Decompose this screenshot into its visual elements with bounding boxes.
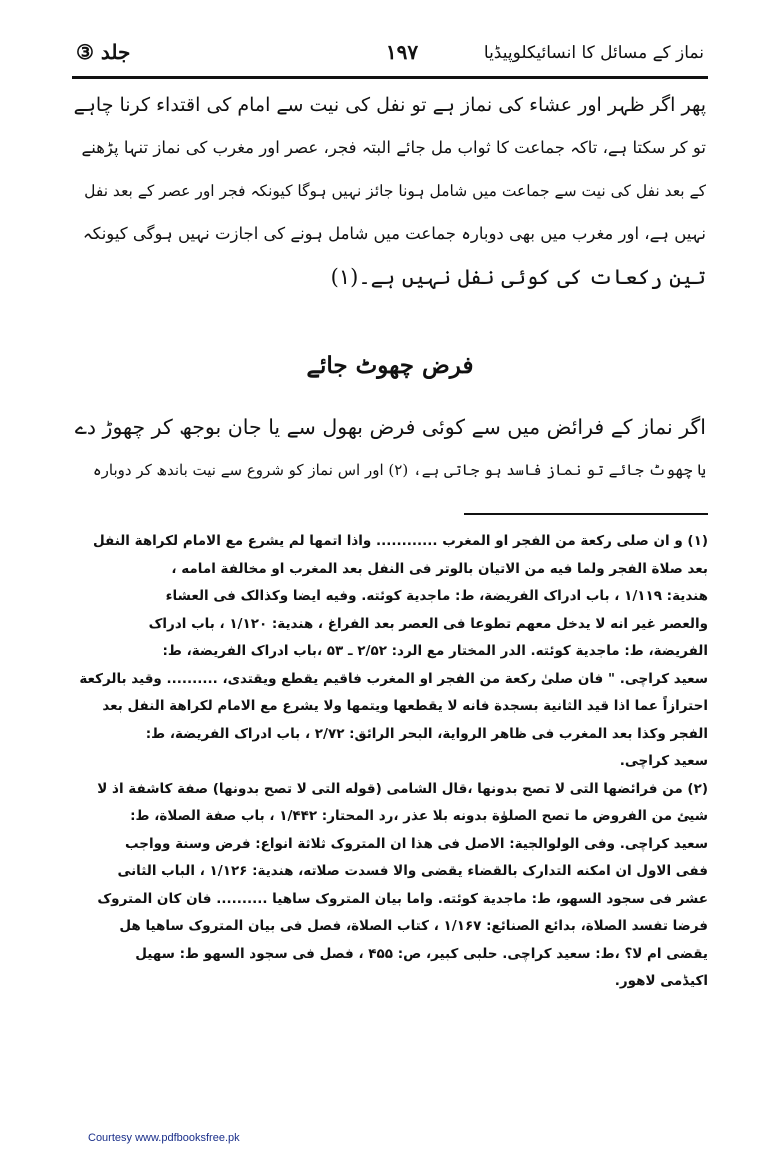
footnote-line: بعد صلاة الفجر ولما فیه من الاتیان بالوتر فی النفل بعد المغرب او مخالفة امامه ، <box>171 560 708 577</box>
footnote-line: سعید کراچی. <box>619 753 708 769</box>
footnote-line: عشر فی سجود السهو، ط: ماجدیة کوئته. واما بیان المتروک ساهیا .......... فان کان المتروک <box>97 890 708 907</box>
footnotes <box>72 528 708 996</box>
page-number: ۱۹۷ <box>385 40 419 64</box>
body-line: یا چھوٹ جائے تو نماز فاسد ہو جاتی ہے، (۲) اور اس نماز کو شروع سے نیت باندھ کر دوبارہ <box>92 461 706 479</box>
body-line: اگر نماز کے فرائض میں سے کوئی فرض بھول سے یا جان بوجھ کر چھوڑ دے <box>74 415 706 439</box>
footnote-line: سعید کراچی. " فان صلیٰ رکعة من الفجر او المغرب فاقیم یقطع ویقتدی، .......... وقید بالرکعة <box>79 670 708 687</box>
footnote-line: والعصر غیر انه لا یدخل معهم تطوعا فی العصر بعد الفراغ ، هندیة: ۱/۱۲۰ ، باب ادراک <box>148 615 708 632</box>
footnote-line: یقضی ام لا؟ ،ط: سعید کراچی. حلبی کبیر، ص: ۴۵۵ ، فصل فی سجود السهو ط: سهیل <box>135 945 708 962</box>
footnote-line: فرضا تفسد الصلاة، بدائع الصنائع: ۱/۱۶۷ ، کتاب الصلاة، فصل فی بیان المتروک ساهیا هل <box>119 918 708 934</box>
footnote-line: الفجر وکذا بعد المغرب فی ظاهر الروایة، البحر الرائق: ۲/۷۲ ، باب ادراک الفریضة، ط: <box>145 725 708 742</box>
footnote-line: شیئ من الفروض ما تصح الصلوٰة بدونه بلا عذر ،رد المحتار: ۱/۴۴۲ ، باب صفة الصلاة، ط: <box>130 808 708 824</box>
body-line: نہیں ہے، اور مغرب میں بھی دوبارہ جماعت میں شامل ہونے کی اجازت نہیں ہوگی کیونکہ <box>82 224 706 243</box>
footnote-line: الفریضة، ط: ماجدیة کوئته. الدر المختار مع الرد: ۲/۵۲ ـ ۵۳ ،باب ادراک الفریضة، ط: <box>162 643 708 659</box>
volume-label: جلد ③ <box>76 40 131 64</box>
footnote-line: اکیڈمی لاهور. <box>614 973 708 989</box>
body-line: تین رکعات کی کوئی نفل نہیں ہے۔(۱) <box>330 265 706 289</box>
body-line: پھر اگر ظہر اور عشاء کی نماز ہے تو نفل کی نیت سے امام کی اقتداء کرنا چاہے <box>74 94 706 116</box>
second-paragraph <box>74 406 706 492</box>
footnote-line: احترازاً عما اذا قید الثانیة بسجدة فانه لا یقطعها ویتمها ولا یشرع مع الامام لکراهة النفل بعد <box>102 698 708 714</box>
header-divider <box>72 76 708 79</box>
body-line: کے بعد نفل کی نیت سے جماعت میں شامل ہونا جائز نہیں ہوگا کیونکہ فجر اور عصر کے بعد نفل <box>84 182 706 200</box>
footnote-line: (۱) و ان صلی رکعة من الفجر او المغرب ............ واذا اتمها لم یشرع مع الامام لکراهة النفل <box>92 533 708 549</box>
page-header <box>72 38 708 72</box>
body-line: تو کر سکتا ہے، تاکہ جماعت کا ثواب مل جائے البتہ فجر، عصر اور مغرب کی نماز تنہا پڑھنے <box>81 138 706 157</box>
footnote-line: سعید کراچی. وفی الولوالجیة: الاصل فی هذا ان المتروک ثلاثة انواع: فرض وسنة وواجب <box>124 835 708 852</box>
courtesy-link[interactable]: Courtesy www.pdfbooksfree.pk <box>88 1132 240 1144</box>
footnote-divider <box>464 513 708 515</box>
footnote-line: ففی الاول ان امکنه التدارک بالقضاء یقضی والا فسدت صلاته، هندیة: ۱/۱۲۶ ، الباب الثانی <box>117 863 708 879</box>
book-title: نماز کے مسائل کا انسائیکلوپیڈیا <box>483 43 704 63</box>
section-heading: فرض چھوٹ جائے <box>306 352 474 379</box>
footnote-line: (۲) من فرائضها التی لا تصح بدونها ،قال الشامی (قوله التی لا تصح بدونها) صفة کاشفة اذ لا <box>97 780 708 797</box>
footnote-line: هندیة: ۱/۱۱۹ ، باب ادراک الفریضة، ط: ماجدیة کوئته. وفیه ایضا وکذالک فی العشاء <box>165 588 708 604</box>
main-paragraph <box>74 84 706 299</box>
